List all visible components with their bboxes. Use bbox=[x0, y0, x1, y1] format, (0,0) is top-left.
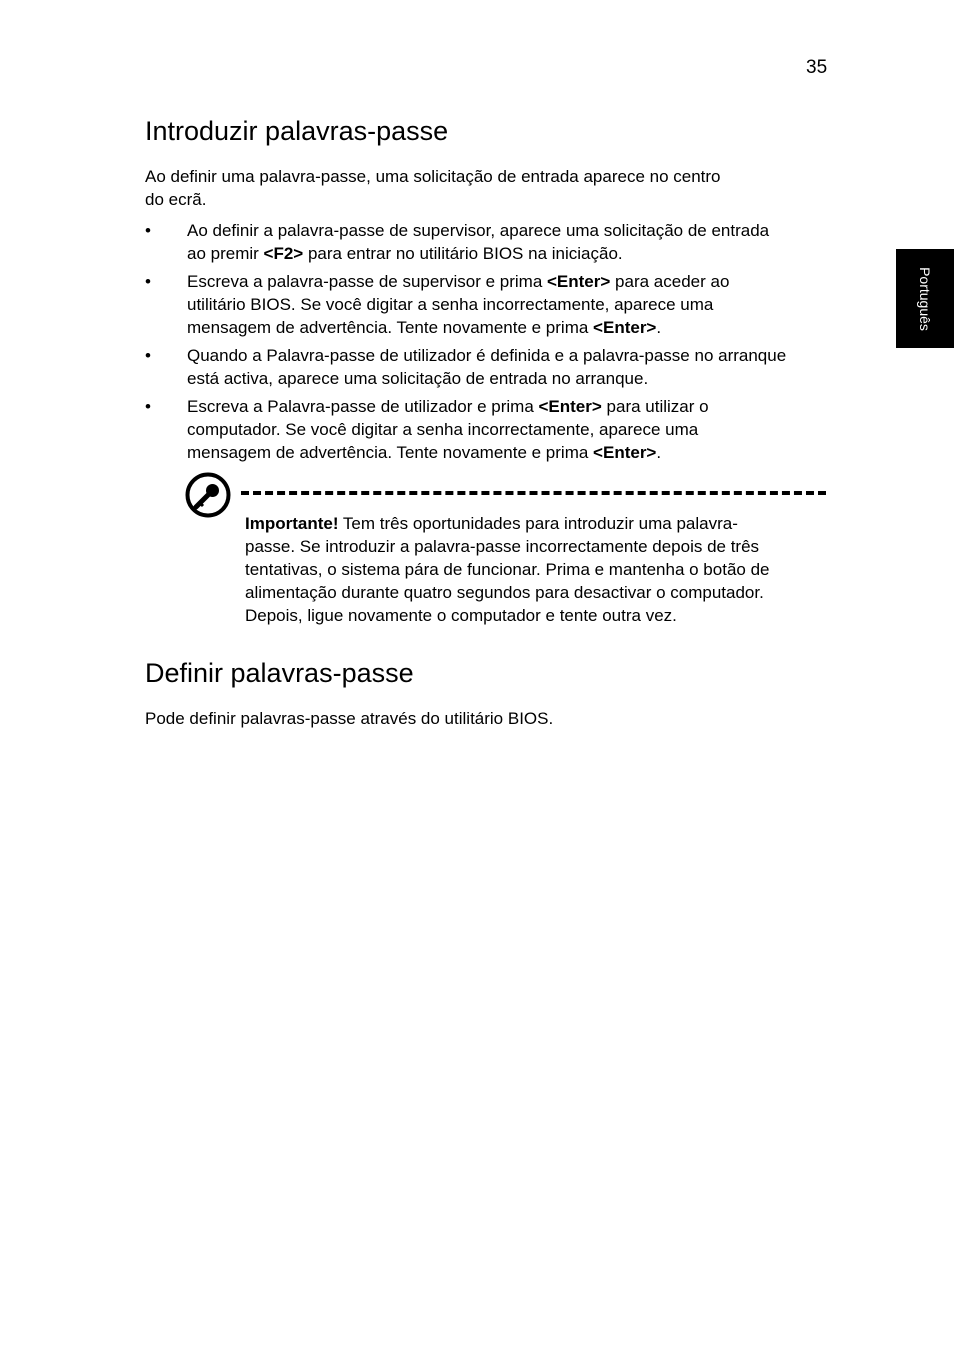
bullet-marker: • bbox=[145, 346, 151, 365]
note-line: tentativas, o sistema pára de funcionar. Prima e mantenha o botão de bbox=[245, 560, 770, 579]
key-enter: <Enter> bbox=[593, 443, 657, 462]
bullet-marker: • bbox=[145, 272, 151, 291]
text-run: Escreva a Palavra-passe de utilizador e prima bbox=[187, 397, 539, 416]
list-item bbox=[187, 395, 837, 464]
list-item-line bbox=[187, 316, 837, 339]
intro-paragraph bbox=[145, 165, 721, 211]
section-heading-introduzir: Introduzir palavras-passe bbox=[145, 116, 449, 146]
text-run: Tem três oportunidades para introduzir uma palavra- bbox=[338, 514, 738, 533]
list-item-line bbox=[187, 270, 837, 293]
intro-line: do ecrã. bbox=[145, 190, 207, 209]
key-f2: <F2> bbox=[263, 244, 304, 263]
note-line: alimentação durante quatro segundos para desactivar o computador. bbox=[245, 583, 764, 602]
list-item-line bbox=[187, 395, 837, 418]
language-tab bbox=[896, 249, 954, 348]
text-run: . bbox=[656, 318, 662, 337]
list-item bbox=[187, 344, 837, 390]
list-item-line: está activa, aparece uma solicitação de entrada no arranque. bbox=[187, 369, 649, 388]
note-divider bbox=[241, 491, 826, 495]
note-label: Importante! bbox=[245, 514, 339, 533]
page-number: 35 bbox=[806, 57, 828, 78]
text-run: . bbox=[656, 443, 662, 462]
list-item-line: Ao definir a palavra-passe de supervisor, aparece uma solicitação de entrada bbox=[187, 221, 770, 240]
list-item-line bbox=[187, 441, 837, 464]
list-item bbox=[187, 270, 837, 339]
language-tab-label: Português bbox=[917, 266, 933, 331]
section-heading-definir: Definir palavras-passe bbox=[145, 658, 414, 688]
list-item-line bbox=[187, 242, 837, 265]
definir-paragraph: Pode definir palavras-passe através do utilitário BIOS. bbox=[145, 709, 554, 728]
text-run: para entrar no utilitário BIOS na iniciação. bbox=[303, 244, 623, 263]
text-run: para utilizar o bbox=[601, 397, 709, 416]
note-line: passe. Se introduzir a palavra-passe incorrectamente depois de três bbox=[245, 537, 760, 556]
text-run: mensagem de advertência. Tente novamente e prima bbox=[187, 318, 594, 337]
text-run: Escreva a palavra-passe de supervisor e prima bbox=[187, 272, 547, 291]
intro-line: Ao definir uma palavra-passe, uma solicitação de entrada aparece no centro bbox=[145, 167, 721, 186]
text-run: ao premir bbox=[187, 244, 264, 263]
key-enter: <Enter> bbox=[593, 318, 657, 337]
bullet-marker: • bbox=[145, 397, 151, 416]
key-enter: <Enter> bbox=[547, 272, 611, 291]
key-enter: <Enter> bbox=[538, 397, 602, 416]
list-item-line: utilitário BIOS. Se você digitar a senha incorrectamente, aparece uma bbox=[187, 295, 714, 314]
text-run: mensagem de advertência. Tente novamente e prima bbox=[187, 443, 594, 462]
text-run: para aceder ao bbox=[610, 272, 730, 291]
list-item-line: Quando a Palavra-passe de utilizador é definida e a palavra-passe no arranque bbox=[187, 346, 787, 365]
note-line bbox=[245, 512, 845, 535]
list-item bbox=[187, 219, 837, 265]
bullet-marker: • bbox=[145, 221, 151, 240]
important-note bbox=[245, 512, 845, 627]
key-icon bbox=[185, 472, 231, 518]
list-item-line: computador. Se você digitar a senha incorrectamente, aparece uma bbox=[187, 420, 699, 439]
note-line: Depois, ligue novamente o computador e tente outra vez. bbox=[245, 606, 677, 625]
